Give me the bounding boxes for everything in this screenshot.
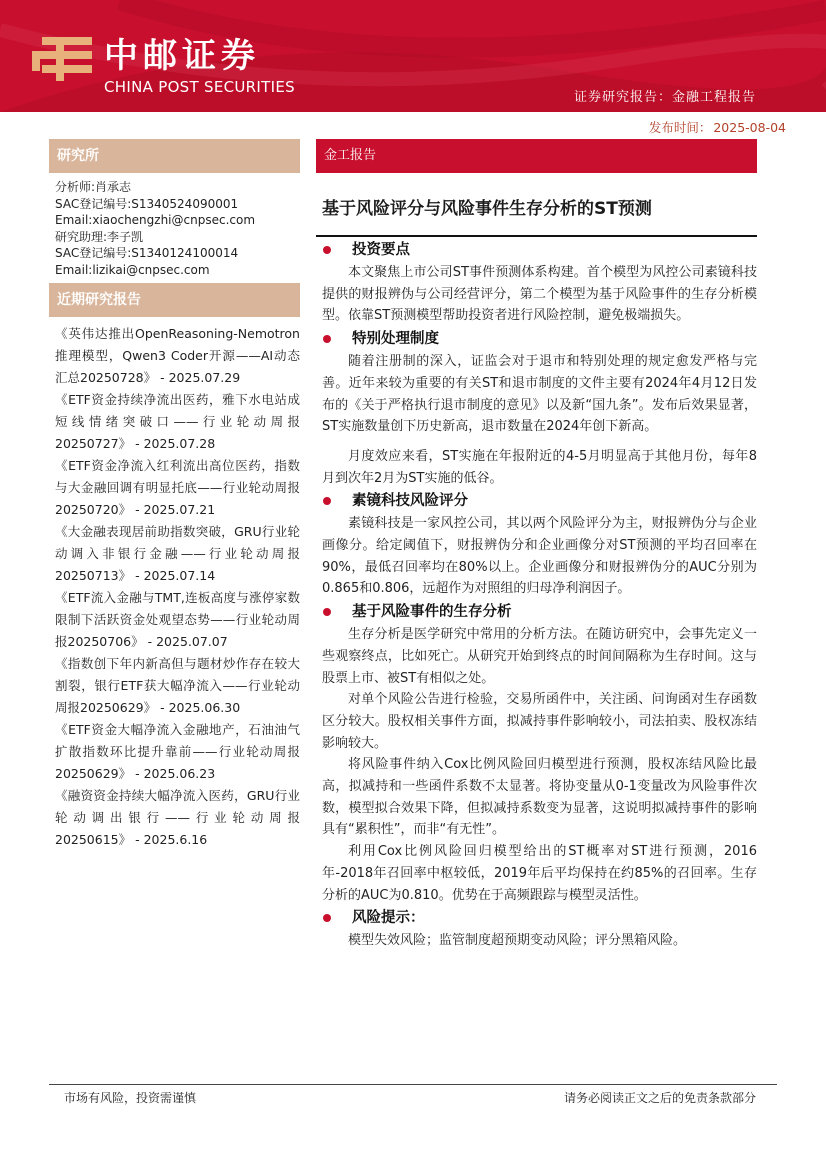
paragraph: 素镜科技是一家风控公司，其以两个风险评分为主，财报辨伪分与企业画像分。给定阈值下，财报辨伪分和企业画像分对ST预测的平均召回率在90%，最低召回率均在80%以上。企业画像分和财报辨伪分的AUC分别为0.865和0.806，远超作为对照组的归母净利润因子。	[322, 516, 757, 597]
paragraph: 对单个风险公告进行检验，交易所函件中，关注函、问询函对生存函数区分较大。股权相关事件方面，拟减持事件影响较小，司法拍卖、股权冻结影响较大。	[322, 692, 757, 751]
paragraph: 利用Cox比例风险回归模型给出的ST概率对ST进行预测，2016年-2018年召回率中枢较低，2019年后平均保持在约85%的召回率。生存分析的AUC为0.810。优势在于高频跟踪与模型灵活性。	[322, 844, 757, 903]
paragraph: 将风险事件纳入Cox比例风险回归模型进行预测，股权冻结风险比最高，拟减持和一些函件系数不太显著。将协变量从0-1变量改为风险事件次数，模型拟合效果下降，但拟减持系数变为显著，这说明拟减持事件的影响具有“累积性”，而非“有无性”。	[322, 757, 757, 838]
analyst-line: 分析师:肖承志	[55, 180, 132, 194]
brand-name-cn: 中邮证券	[104, 36, 260, 76]
recent-reports-heading: 近期研究报告	[49, 283, 300, 317]
section-heading	[322, 238, 757, 262]
paragraph: 随着注册制的深入，证监会对于退市和特别处理的规定愈发严格与完善。近年来较为重要的有关ST和退市制度的文件主要有2024年4月12日发布的《关于严格执行退市制度的意见》以及新“国九条”。发布后效果显著，ST实施数量创下历史新高，退市数量在2024年创下新高。	[322, 354, 757, 435]
recent-report-item[interactable]: 《英伟达推出OpenReasoning-Nemotron推理模型，Qwen3 Coder开源——AI动态汇总20250728》 - 2025.07.29	[55, 325, 300, 385]
section-heading-text: 风险提示：	[352, 910, 425, 927]
section-heading-text: 特别处理制度	[352, 331, 439, 348]
report-tag: 金工报告	[316, 139, 757, 173]
paragraph: 月度效应来看，ST实施在年报附近的4-5月明显高于其他月份，每年8月到次年2月为ST实施的低谷。	[322, 448, 757, 486]
analyst-line: 研究助理:李子凯	[55, 229, 144, 244]
recent-reports-list	[49, 317, 300, 851]
footer-disclaimer: 请务必阅读正文之后的免责条款部分	[563, 1091, 756, 1105]
bullet-icon	[323, 608, 331, 616]
recent-report-item[interactable]: 《融资资金持续大幅净流入医药，GRU行业轮动调出银行——行业轮动周报20250615》 - 2025.6.16	[55, 787, 300, 847]
section-heading	[322, 489, 757, 513]
report-type: 证券研究报告：金融工程报告	[573, 90, 756, 105]
analyst-email[interactable]: Email:xiaochengzhi@cnpsec.com	[55, 213, 256, 228]
bullet-icon	[323, 914, 331, 922]
report-body	[322, 238, 757, 952]
recent-report-item[interactable]: 《ETF资金大幅净流入金融地产，石油油气扩散指数环比提升靠前——行业轮动周报20250629》 - 2025.06.23	[55, 721, 300, 781]
china-post-logo-icon	[28, 33, 96, 83]
paragraph: 模型失效风险；监管制度超预期变动风险；评分黑箱风险。	[348, 933, 687, 949]
sidebar	[49, 139, 300, 851]
section-heading-text: 素镜科技风险评分	[352, 493, 468, 510]
paragraph: 生存分析是医学研究中常用的分析方法。在随访研究中，会事先定义一些观察终点，比如死亡。从研究开始到终点的时间间隔称为生存时间。这与股票上市、被ST有相似之处。	[322, 627, 757, 686]
recent-report-item[interactable]: 《指数创下年内新高但与题材炒作存在较大割裂，银行ETF获大幅净流入——行业轮动周报20250629》 - 2025.06.30	[55, 655, 300, 715]
main-column	[316, 139, 757, 221]
section-heading	[322, 906, 757, 930]
recent-report-item[interactable]: 《ETF资金持续净流出医药，雅下水电站成短线情绪突破口——行业轮动周报20250727》 - 2025.07.28	[55, 391, 300, 451]
publish-date-label: 发布时间：	[648, 120, 712, 135]
bullet-icon	[323, 246, 331, 254]
section-heading-text: 投资要点	[352, 242, 410, 258]
title-rule	[316, 235, 757, 237]
recent-report-item[interactable]: 《ETF流入金融与TMT,连板高度与涨停家数限制下活跃资金处观望态势——行业轮动周报20250706》 - 2025.07.07	[55, 589, 300, 649]
analyst-email[interactable]: Email:lizikai@cnpsec.com	[55, 262, 210, 277]
header-banner	[0, 0, 826, 112]
recent-report-item[interactable]: 《大金融表现居前助指数突破，GRU行业轮动调入非银行金融——行业轮动周报20250713》 - 2025.07.14	[55, 523, 300, 583]
analyst-line: SAC登记编号:S1340524090001	[55, 196, 239, 211]
bullet-icon	[323, 335, 331, 343]
institute-heading: 研究所	[49, 139, 300, 173]
publish-date-value: 2025-08-04	[713, 120, 786, 135]
publish-date	[647, 120, 786, 136]
section-heading	[322, 600, 757, 624]
recent-report-item[interactable]: 《ETF资金净流入红利流出高位医药，指数与大金融回调有明显托底——行业轮动周报20250720》 - 2025.07.21	[55, 457, 300, 517]
bullet-icon	[323, 497, 331, 505]
footer-rule	[49, 1084, 777, 1085]
section-heading-text: 基于风险事件的生存分析	[352, 604, 512, 621]
brand-name-en: CHINA POST SECURITIES	[104, 78, 295, 96]
paragraph: 本文聚焦上市公司ST事件预测体系构建。首个模型为风控公司素镜科技提供的财报辨伪与公司经营评分，第二个模型为基于风险事件的生存分析模型。依靠ST预测模型帮助投资者进行风险控制，避免极端损失。	[322, 265, 757, 324]
analyst-info	[49, 173, 300, 283]
analyst-line: SAC登记编号:S1340124100014	[55, 246, 239, 261]
footer-risk-note: 市场有风险，投资需谨慎	[64, 1091, 197, 1105]
section-heading	[322, 327, 757, 351]
report-title: 基于风险评分与风险事件生存分析的ST预测	[322, 199, 652, 219]
